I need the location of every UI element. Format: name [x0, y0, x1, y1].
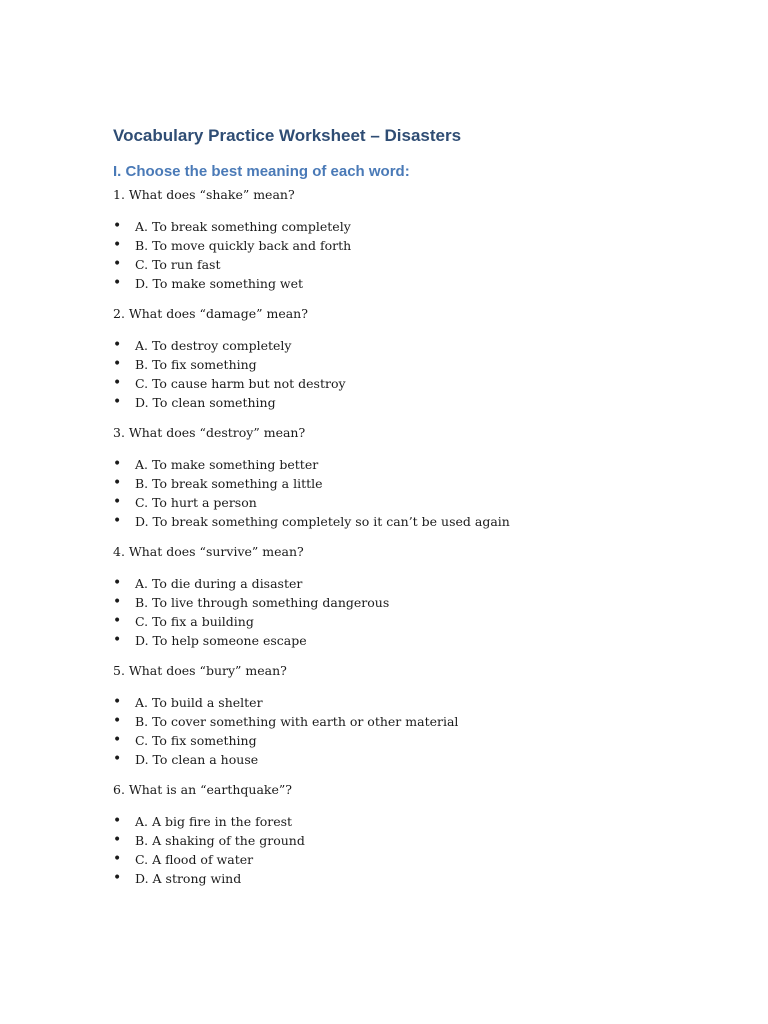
option-item [113, 869, 713, 888]
question-text: 6. What is an “earthquake”? [113, 782, 292, 797]
bullet-icon: • [113, 494, 122, 510]
option-item [113, 217, 713, 236]
option-item [113, 474, 713, 493]
option-text: A. A big fire in the forest [135, 814, 293, 829]
option-item [113, 593, 713, 612]
option-text: B. To cover something with earth or other material [135, 714, 459, 729]
bullet-icon: • [113, 513, 122, 529]
bullet-icon: • [113, 870, 122, 886]
option-item [113, 393, 713, 412]
option-item [113, 236, 713, 255]
bullet-icon: • [113, 751, 122, 767]
bullet-icon: • [113, 356, 122, 372]
option-item [113, 712, 713, 731]
bullet-icon: • [113, 394, 122, 410]
bullet-icon: • [113, 218, 122, 234]
option-text: C. A flood of water [135, 852, 254, 867]
option-text: B. A shaking of the ground [135, 833, 305, 848]
option-item [113, 731, 713, 750]
option-item [113, 850, 713, 869]
bullet-icon: • [113, 337, 122, 353]
bullet-icon: • [113, 475, 122, 491]
option-item [113, 455, 713, 474]
option-item [113, 255, 713, 274]
option-item [113, 612, 713, 631]
option-item [113, 274, 713, 293]
option-item [113, 512, 713, 531]
option-list [113, 455, 713, 531]
option-text: B. To live through something dangerous [135, 595, 390, 610]
bullet-icon: • [113, 832, 122, 848]
bullet-icon: • [113, 813, 122, 829]
document-title: Vocabulary Practice Worksheet – Disasters [113, 126, 462, 145]
option-text: C. To cause harm but not destroy [135, 376, 346, 391]
option-text: C. To fix something [135, 733, 257, 748]
question-text: 3. What does “destroy” mean? [113, 425, 306, 440]
option-list [113, 812, 713, 888]
option-text: A. To die during a disaster [135, 576, 303, 591]
bullet-icon: • [113, 632, 122, 648]
option-item [113, 812, 713, 831]
option-list [113, 574, 713, 650]
option-item [113, 631, 713, 650]
option-text: A. To build a shelter [135, 695, 263, 710]
option-text: D. To clean something [135, 395, 276, 410]
bullet-icon: • [113, 694, 122, 710]
option-text: B. To fix something [135, 357, 257, 372]
option-item [113, 574, 713, 593]
question-text: 1. What does “shake” mean? [113, 187, 295, 202]
bullet-icon: • [113, 237, 122, 253]
question-list [113, 186, 713, 888]
option-text: D. To clean a house [135, 752, 259, 767]
option-text: D. To help someone escape [135, 633, 307, 648]
option-item [113, 355, 713, 374]
bullet-icon: • [113, 375, 122, 391]
option-list [113, 693, 713, 769]
option-item [113, 493, 713, 512]
worksheet-page [113, 124, 713, 888]
option-list [113, 217, 713, 293]
option-text: C. To fix a building [135, 614, 254, 629]
option-item [113, 693, 713, 712]
option-text: C. To hurt a person [135, 495, 257, 510]
option-item [113, 831, 713, 850]
option-text: D. A strong wind [135, 871, 242, 886]
bullet-icon: • [113, 256, 122, 272]
question-text: 4. What does “survive” mean? [113, 544, 304, 559]
bullet-icon: • [113, 613, 122, 629]
question-block [113, 186, 713, 293]
question-block [113, 662, 713, 769]
section-heading: I. Choose the best meaning of each word: [113, 163, 410, 180]
option-list [113, 336, 713, 412]
option-text: B. To break something a little [135, 476, 323, 491]
question-block [113, 781, 713, 888]
option-item [113, 336, 713, 355]
option-text: D. To break something completely so it can’t be used again [135, 514, 510, 529]
option-text: A. To make something better [135, 457, 319, 472]
option-item [113, 374, 713, 393]
option-text: A. To break something completely [135, 219, 351, 234]
option-text: B. To move quickly back and forth [135, 238, 352, 253]
question-block [113, 305, 713, 412]
option-text: C. To run fast [135, 257, 221, 272]
option-text: A. To destroy completely [135, 338, 292, 353]
bullet-icon: • [113, 713, 122, 729]
option-item [113, 750, 713, 769]
bullet-icon: • [113, 275, 122, 291]
bullet-icon: • [113, 594, 122, 610]
question-block [113, 424, 713, 531]
bullet-icon: • [113, 575, 122, 591]
question-block [113, 543, 713, 650]
bullet-icon: • [113, 851, 122, 867]
question-text: 2. What does “damage” mean? [113, 306, 308, 321]
option-text: D. To make something wet [135, 276, 304, 291]
bullet-icon: • [113, 456, 122, 472]
bullet-icon: • [113, 732, 122, 748]
question-text: 5. What does “bury” mean? [113, 663, 287, 678]
